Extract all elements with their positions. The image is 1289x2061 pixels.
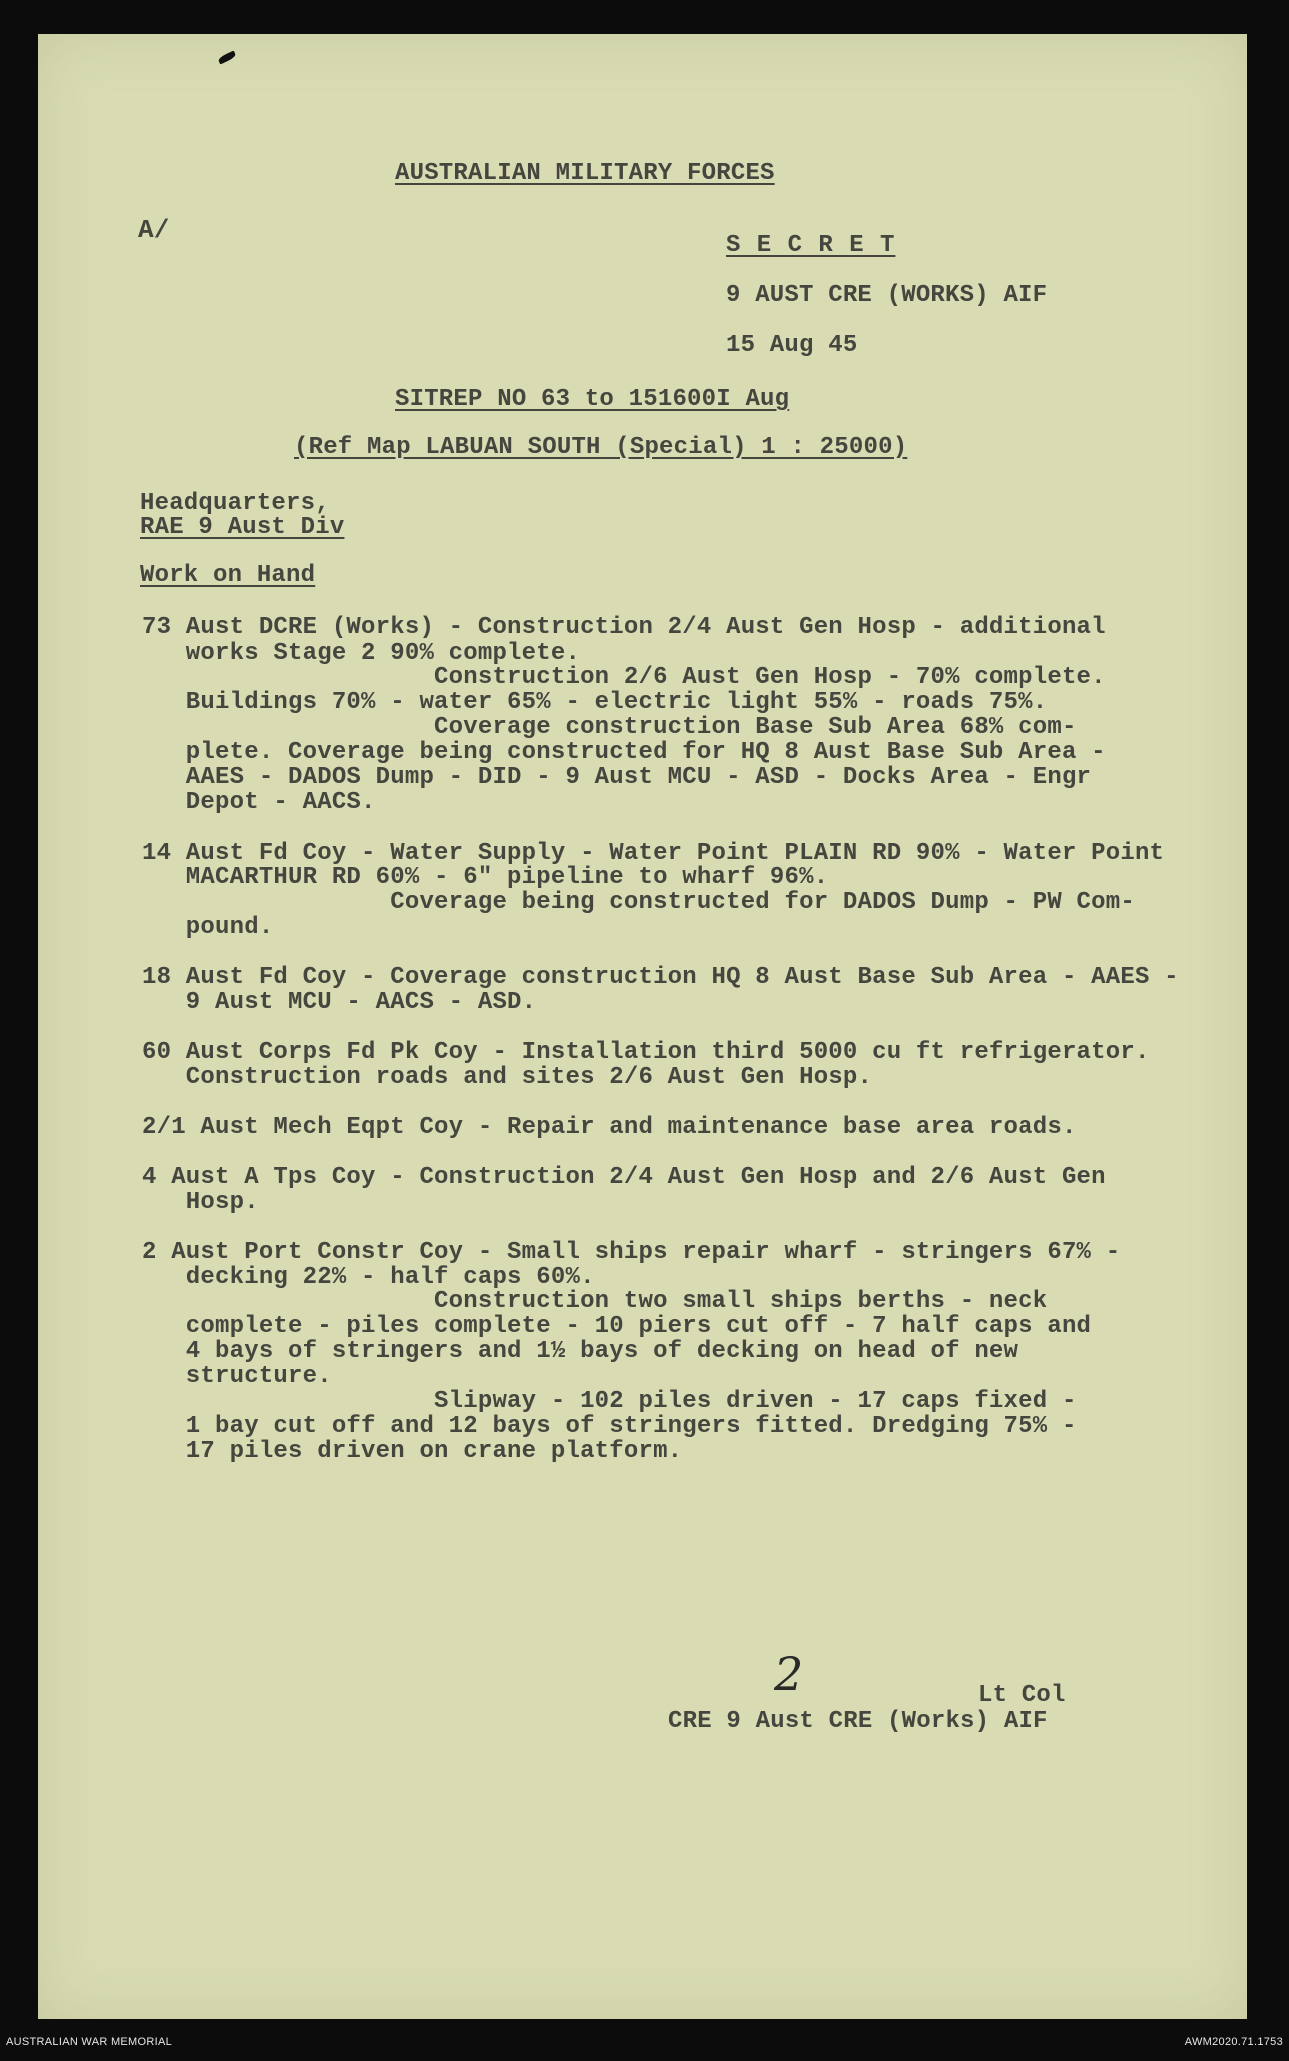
body-line: 2 Aust Port Constr Coy - Small ships repair wharf - stringers 67% - xyxy=(142,1239,1121,1266)
body-line: pound. xyxy=(142,914,274,941)
org-heading: AUSTRALIAN MILITARY FORCES xyxy=(395,160,775,187)
ref-mark: A/ xyxy=(138,215,170,245)
body-line: Construction 2/6 Aust Gen Hosp - 70% complete. xyxy=(142,664,1106,691)
addressee-line-2: RAE 9 Aust Div xyxy=(140,514,345,541)
body-line: decking 22% - half caps 60%. xyxy=(142,1264,595,1291)
footer-left: AUSTRALIAN WAR MEMORIAL xyxy=(6,2036,173,2048)
body-line: Hosp. xyxy=(142,1189,259,1216)
addressee-line-1: Headquarters, xyxy=(140,490,330,517)
signature-mark: 2 xyxy=(774,1647,804,1701)
body-line: 18 Aust Fd Coy - Coverage construction HQ 8 Aust Base Sub Area - AAES - xyxy=(142,964,1179,991)
classification: S E C R E T xyxy=(726,232,896,259)
body-line: works Stage 2 90% complete. xyxy=(142,640,581,667)
body-line: 60 Aust Corps Fd Pk Coy - Installation third 5000 cu ft refrigerator. xyxy=(142,1039,1150,1066)
body-line: Coverage construction Base Sub Area 68% com- xyxy=(142,714,1077,741)
body-line: complete - piles complete - 10 piers cut off - 7 half caps and xyxy=(142,1313,1092,1340)
body-line: structure. xyxy=(142,1363,332,1390)
body-line: Construction roads and sites 2/6 Aust Gen Hosp. xyxy=(142,1064,873,1091)
body-line: AAES - DADOS Dump - DID - 9 Aust MCU - ASD - Docks Area - Engr xyxy=(142,764,1092,791)
ref-map: (Ref Map LABUAN SOUTH (Special) 1 : 25000) xyxy=(294,434,908,461)
body-line: 14 Aust Fd Coy - Water Supply - Water Point PLAIN RD 90% - Water Point xyxy=(142,840,1165,867)
body-line: Coverage being constructed for DADOS Dump - PW Com- xyxy=(142,889,1135,916)
signature-rank: Lt Col xyxy=(978,1682,1066,1709)
body-line: 4 Aust A Tps Coy - Construction 2/4 Aust Gen Hosp and 2/6 Aust Gen xyxy=(142,1164,1106,1191)
date-line: 15 Aug 45 xyxy=(726,332,858,359)
signature-title: CRE 9 Aust CRE (Works) AIF xyxy=(668,1708,1048,1735)
body-line: 9 Aust MCU - AACS - ASD. xyxy=(142,989,537,1016)
unit-line: 9 AUST CRE (WORKS) AIF xyxy=(726,282,1048,309)
ink-mark xyxy=(217,51,236,65)
body-line: Buildings 70% - water 65% - electric light 55% - roads 75%. xyxy=(142,689,1048,716)
document-page xyxy=(38,34,1247,2019)
body-line: Depot - AACS. xyxy=(142,789,376,816)
footer-right: AWM2020.71.1753 xyxy=(1184,2036,1283,2048)
body-line: 73 Aust DCRE (Works) - Construction 2/4 Aust Gen Hosp - additional xyxy=(142,614,1106,641)
body-line: 4 bays of stringers and 1½ bays of decking on head of new xyxy=(142,1338,1019,1365)
body-line: plete. Coverage being constructed for HQ 8 Aust Base Sub Area - xyxy=(142,739,1106,766)
section-title: Work on Hand xyxy=(140,562,316,589)
body-line: Slipway - 102 piles driven - 17 caps fixed - xyxy=(142,1388,1077,1415)
body-line: 1 bay cut off and 12 bays of stringers fitted. Dredging 75% - xyxy=(142,1413,1077,1440)
body-line: 17 piles driven on crane platform. xyxy=(142,1438,683,1465)
sitrep-title: SITREP NO 63 to 151600I Aug xyxy=(395,386,790,413)
body-line: MACARTHUR RD 60% - 6" pipeline to wharf 96%. xyxy=(142,864,829,891)
body-line: 2/1 Aust Mech Eqpt Coy - Repair and maintenance base area roads. xyxy=(142,1114,1077,1141)
body-line: Construction two small ships berths - neck xyxy=(142,1288,1048,1315)
